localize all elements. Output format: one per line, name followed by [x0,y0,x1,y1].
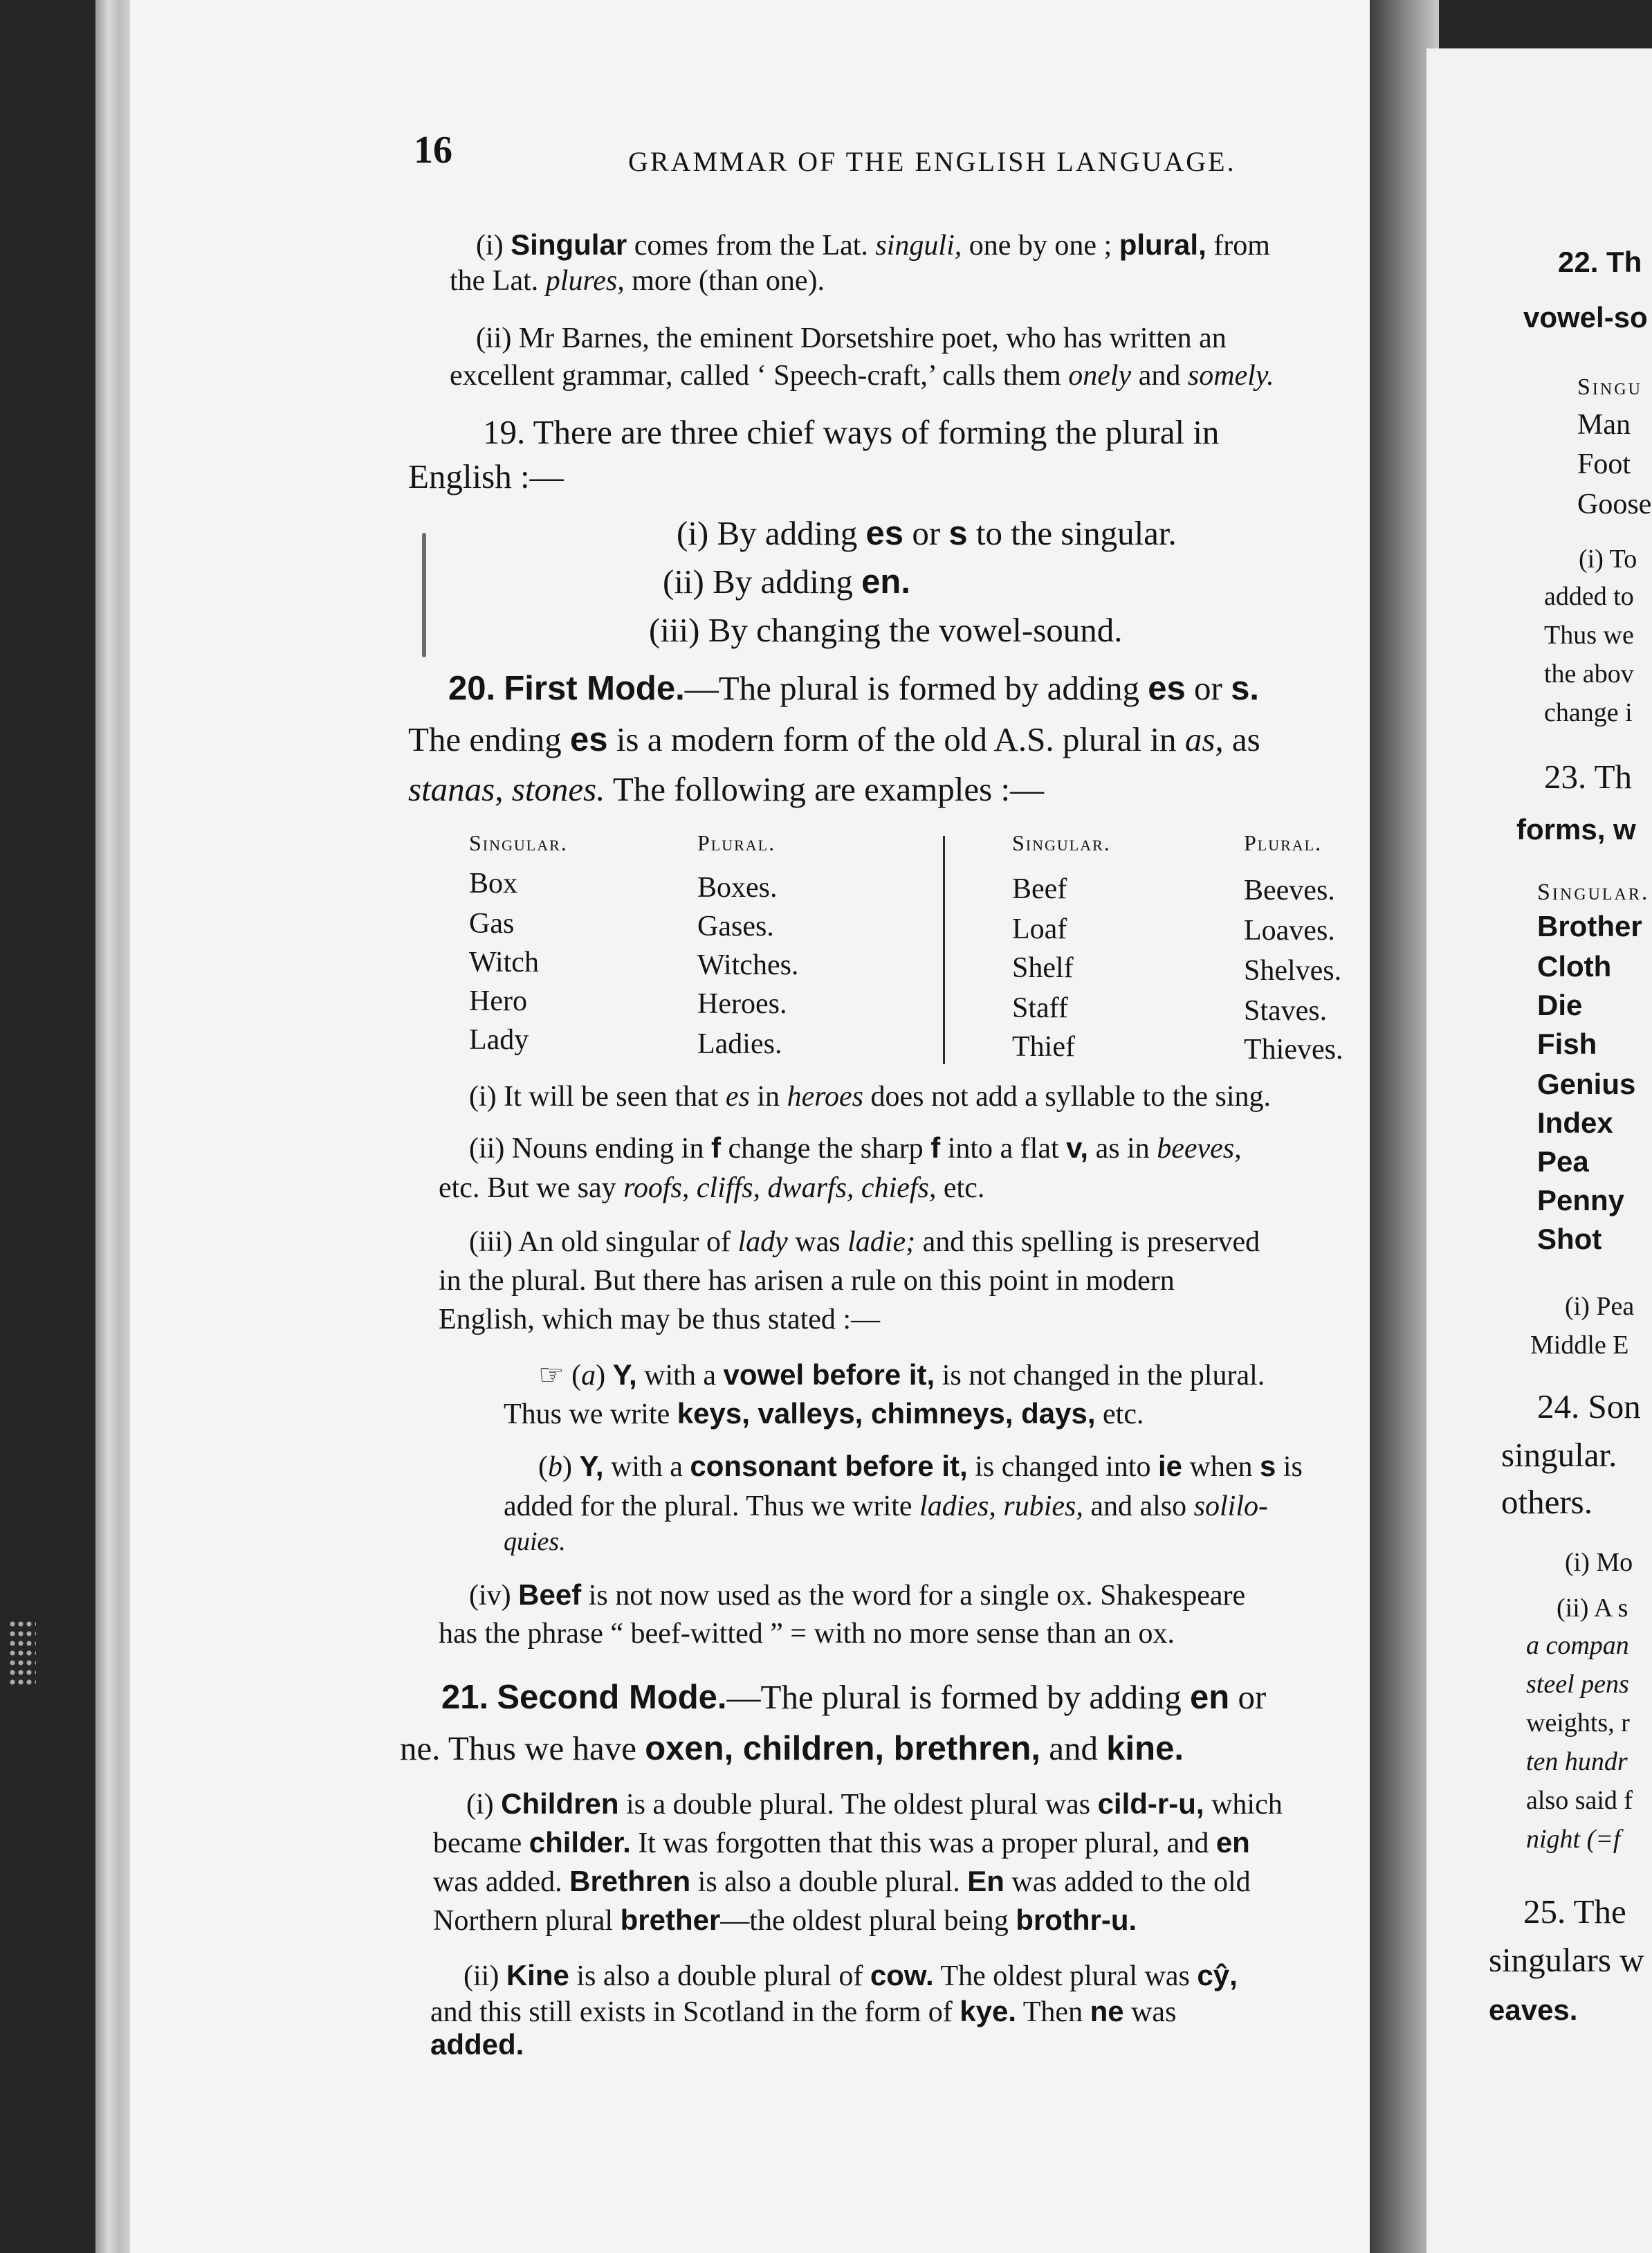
note-21-i-line4: Northern plural brether—the oldest plural being brothr-u. [433,1904,1137,1937]
table-cell: Ladies. [697,1028,782,1060]
table-cell: Loaves. [1244,915,1335,947]
para-20-line2: The ending es is a modern form of the old A.S. plural in as, as [408,720,1260,758]
right-line: Fish [1537,1028,1597,1060]
table-header-plural-1: Plural. [697,830,776,855]
para-19-way2: (ii) By adding en. [663,563,910,601]
right-line: change i [1544,698,1633,727]
table-header-singular-2: Singular. [1012,830,1111,855]
table-cell: Thief [1012,1031,1075,1063]
note-20-iii-line2: in the plural. But there has arisen a rule on this point in modern [439,1265,1175,1297]
note-20-iv-line1: (iv) Beef is not now used as the word for a single ox. Shakespeare [469,1578,1246,1612]
rule-b-line3: quies. [504,1527,566,1556]
right-line: Singu [1577,374,1642,400]
right-line: a compan [1526,1631,1629,1660]
rule-a-line1: ☞ (a) Y, with a vowel before it, is not changed in the plural. [538,1358,1265,1392]
note-18-ii-line1: (ii) Mr Barnes, the eminent Dorsetshire poet, who has written an [476,322,1227,354]
right-line: the abov [1544,659,1634,688]
para-21-line2: ne. Thus we have oxen, children, brethren, and kine. [400,1729,1184,1767]
table-cell: Shelves. [1244,955,1342,987]
right-line: Penny [1537,1184,1625,1216]
table-cell: Beef [1012,873,1067,905]
para-19-way3: (iii) By changing the vowel-sound. [649,611,1123,649]
left-page [130,0,1389,2253]
rule-b-line1: (b) Y, with a consonant before it, is changed into ie when s is [538,1450,1303,1483]
note-21-ii-line2: and this still exists in Scotland in the form of kye. Then ne was [430,1995,1177,2028]
right-line: weights, r [1526,1708,1630,1737]
table-cell: Witches. [697,949,799,981]
para-19-way1: (i) By adding es or s to the singular. [677,514,1177,552]
para-20-line1: 20. First Mode.—The plural is formed by adding es or s. [448,669,1259,707]
note-21-ii-line3: added. [430,2028,524,2061]
note-20-iv-line2: has the phrase “ beef-witted ” = with no more sense than an ox. [439,1618,1175,1650]
table-cell: Shelf [1012,952,1074,984]
right-line: 24. Son [1537,1387,1641,1425]
para-20-line3: stanas, stones. The following are examples :— [408,770,1045,808]
note-18-ii-line2: excellent grammar, called ‘ Speech-craft,’ calls them onely and somely. [450,360,1274,392]
right-page [1426,48,1652,2253]
right-line: (i) To [1579,545,1637,574]
rule-b-line2: added for the plural. Thus we write ladies, rubies, and also solilo- [504,1490,1269,1522]
note-21-i-line3: was added. Brethren is also a double plural. En was added to the old [433,1865,1251,1898]
right-line: Genius [1537,1068,1636,1100]
right-line: Die [1537,989,1583,1021]
right-line: singulars w [1489,1941,1644,1979]
note-20-ii-line1: (ii) Nouns ending in f change the sharp f into a flat v, as in beeves, [469,1131,1242,1165]
table-column-divider [943,836,945,1064]
scan-artifact [8,1619,36,1688]
table-cell: Gases. [697,911,774,942]
table-cell: Gas [469,908,515,940]
note-20-iii-line1: (iii) An old singular of lady was ladie; and this spelling is preserved [469,1226,1260,1258]
right-line: Foot [1577,448,1631,480]
table-cell: Beeves. [1244,875,1335,906]
right-line: night (=f [1526,1825,1621,1854]
pointing-hand-icon: ☞ ( [538,1360,582,1392]
table-cell: Hero [469,985,527,1017]
rule-a-line2: Thus we write keys, valleys, chimneys, days, etc. [504,1397,1144,1430]
table-cell: Heroes. [697,988,787,1020]
para-19-line1: 19. There are three chief ways of forming the plural in [483,413,1220,451]
right-line: Goose [1577,489,1652,520]
right-line: singular. [1501,1436,1617,1474]
right-line: also said f [1526,1786,1633,1815]
right-line: 23. Th [1544,758,1633,796]
para-19-line2: English :— [408,457,564,495]
margin-smudge [422,533,426,657]
right-line: Index [1537,1106,1613,1139]
right-line: Man [1577,409,1631,441]
right-line: Singular. [1537,879,1650,905]
right-line: ten hundr [1526,1747,1628,1776]
right-line: others. [1501,1483,1593,1521]
running-title: GRAMMAR OF THE ENGLISH LANGUAGE. [628,146,1236,177]
right-line: Shot [1537,1223,1602,1255]
page-number: 16 [414,129,452,172]
note-18-i-line1: (i) Singular comes from the Lat. singuli, one by one ; plural, from [476,228,1270,262]
right-line: added to [1544,582,1634,611]
right-line: steel pens [1526,1670,1629,1699]
right-line: Cloth [1537,950,1612,983]
table-header-plural-2: Plural. [1244,830,1323,855]
right-line: (i) Pea [1565,1292,1635,1321]
table-cell: Lady [469,1024,529,1056]
right-line: 22. Th [1558,246,1642,278]
note-20-i: (i) It will be seen that es in heroes does not add a syllable to the sing. [469,1081,1272,1113]
right-line: forms, w [1516,813,1636,846]
note-20-iii-line3: English, which may be thus stated :— [439,1304,881,1335]
table-header-singular-1: Singular. [469,830,568,855]
note-21-i-line2: became childer. It was forgotten that this was a proper plural, and en [433,1826,1250,1859]
right-line: Brother [1537,910,1642,942]
table-cell: Staff [1012,992,1068,1024]
note-21-ii-line1: (ii) Kine is also a double plural of cow. The oldest plural was cŷ, [464,1959,1238,1992]
right-line: eaves. [1489,1994,1578,2026]
note-18-i-line2: the Lat. plures, more (than one). [450,265,825,297]
right-line: vowel-so [1523,301,1648,334]
right-line: Pea [1537,1145,1589,1178]
right-line: (ii) A s [1557,1594,1628,1623]
right-line: Middle E [1530,1331,1629,1360]
note-21-i-line1: (i) Children is a double plural. The oldest plural was cild-r-u, which [466,1787,1283,1821]
right-line: Thus we [1544,621,1634,650]
note-20-ii-line2: etc. But we say roofs, cliffs, dwarfs, chiefs, etc. [439,1172,985,1204]
table-cell: Witch [469,947,539,978]
table-cell: Box [469,868,518,900]
para-21-line1: 21. Second Mode.—The plural is formed by adding en or [441,1678,1267,1716]
table-cell: Thieves. [1244,1034,1343,1066]
table-cell: Staves. [1244,995,1328,1027]
table-cell: Boxes. [697,872,778,904]
right-line: 25. The [1523,1892,1626,1931]
right-line: (i) Mo [1565,1548,1633,1577]
table-cell: Loaf [1012,913,1067,945]
